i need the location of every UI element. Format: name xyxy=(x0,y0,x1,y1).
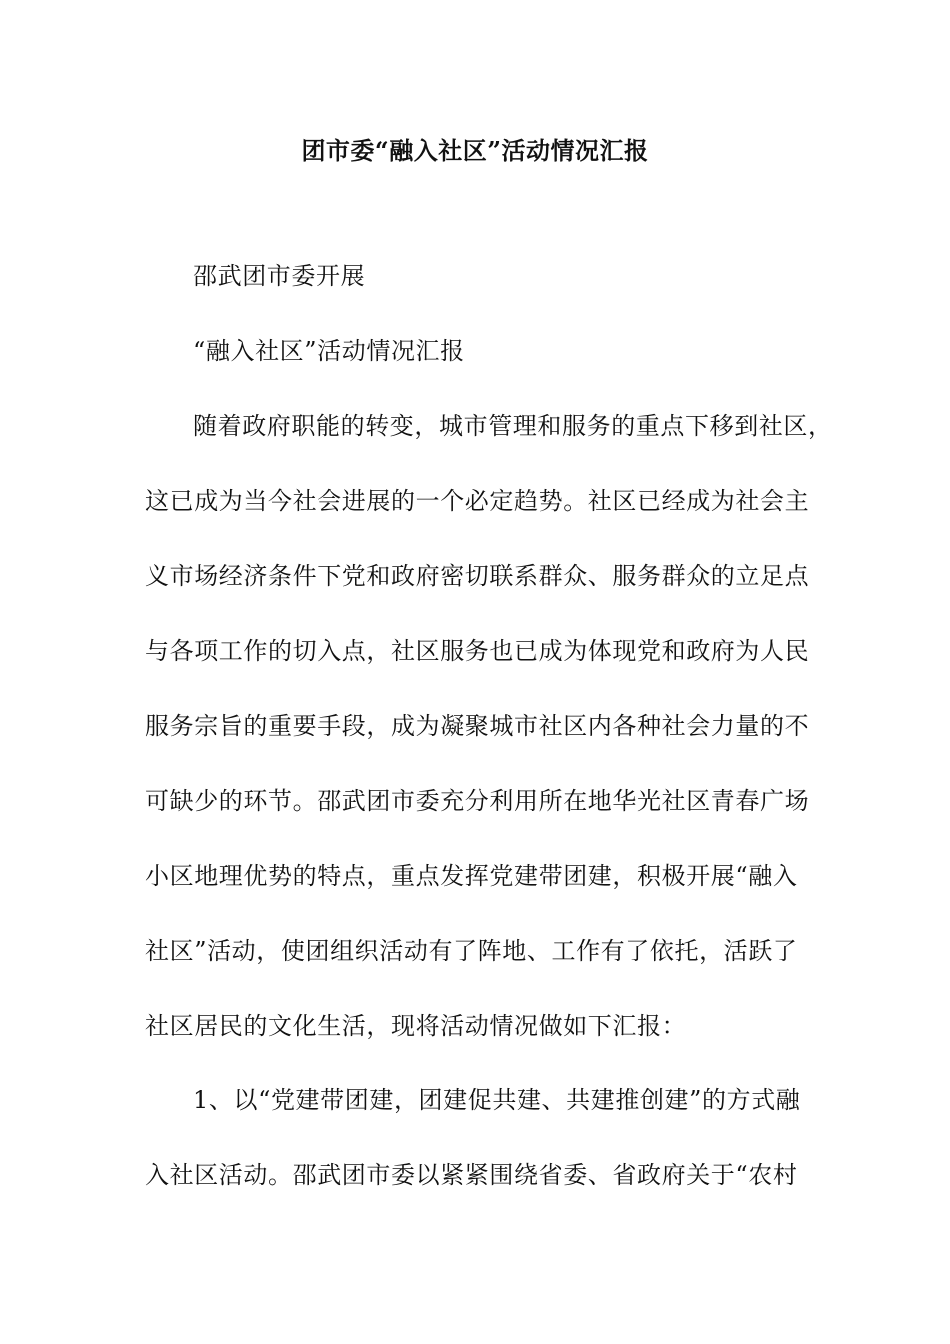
body-line-4: 与各项工作的切入点，社区服务也已成为体现党和政府为人民 xyxy=(145,637,810,665)
body-line-7: 小区地理优势的特点，重点发挥党建带团建，积极开展“融入 xyxy=(145,862,798,890)
body-line-3: 义市场经济条件下党和政府密切联系群众、服务群众的立足点 xyxy=(145,562,810,590)
body-line-5: 服务宗旨的重要手段，成为凝聚城市社区内各种社会力量的不 xyxy=(145,712,810,740)
body-line-1: 随着政府职能的转变，城市管理和服务的重点下移到社区， xyxy=(193,412,833,440)
subtitle-line-2: “融入社区”活动情况汇报 xyxy=(193,337,465,365)
body-line-6: 可缺少的环节。邵武团市委充分利用所在地华光社区青春广场 xyxy=(145,787,810,815)
body-line-9: 社区居民的文化生活，现将活动情况做如下汇报： xyxy=(145,1012,687,1040)
document-title: 团市委“融入社区”活动情况汇报 xyxy=(301,136,649,165)
body-line-10: 1、以“党建带团建，团建促共建、共建推创建”的方式融 xyxy=(193,1086,801,1114)
body-line-8: 社区”活动，使团组织活动有了阵地、工作有了依托，活跃了 xyxy=(145,937,798,965)
body-line-2: 这已成为当今社会进展的一个必定趋势。社区已经成为社会主 xyxy=(145,487,810,515)
body-line-11: 入社区活动。邵武团市委以紧紧围绕省委、省政府关于“农村 xyxy=(145,1161,798,1189)
subtitle-line-1: 邵武团市委开展 xyxy=(193,262,366,290)
